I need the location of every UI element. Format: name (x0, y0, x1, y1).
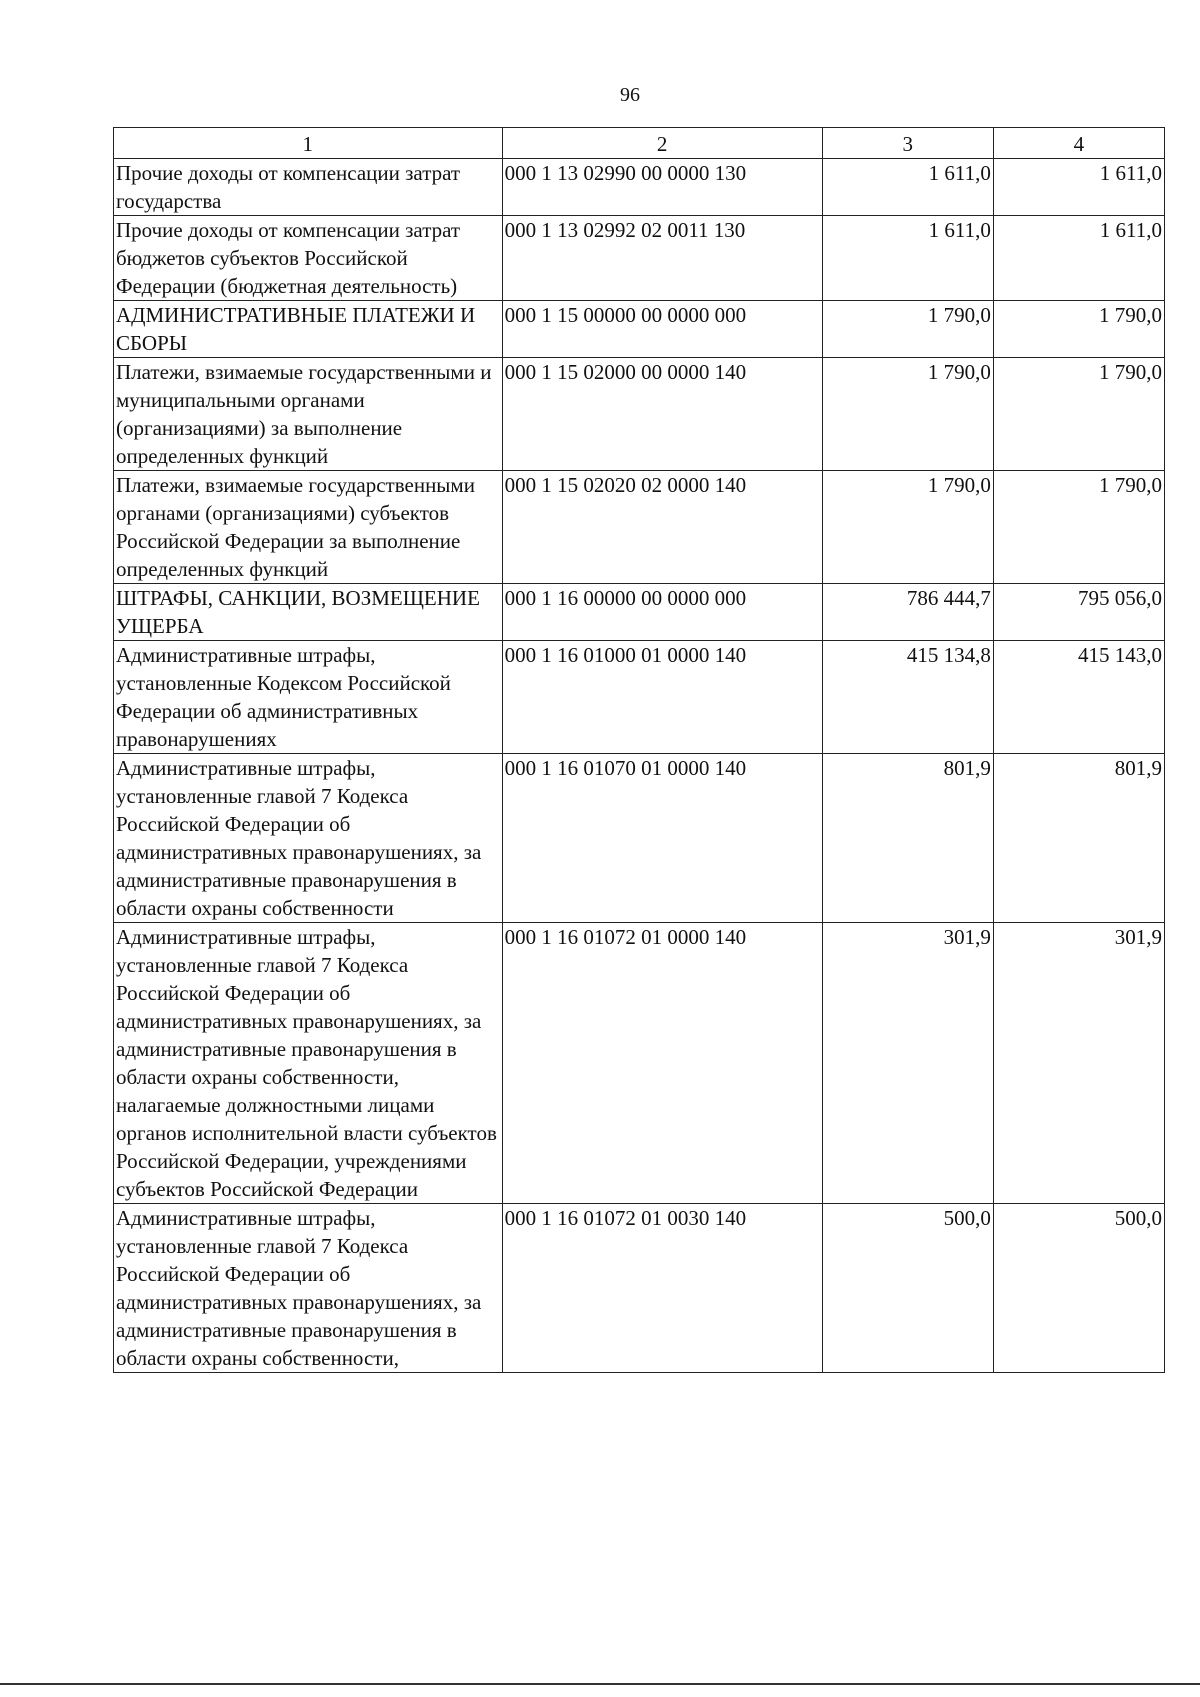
row-value-4: 415 143,0 (993, 641, 1164, 754)
row-value-3: 301,9 (822, 923, 993, 1204)
row-name: Административные штрафы, установленные Кодексом Российской Федерации об административных правонарушениях (114, 641, 503, 754)
row-value-4: 301,9 (993, 923, 1164, 1204)
row-code: 000 1 16 01072 01 0000 140 (502, 923, 822, 1204)
row-value-3: 801,9 (822, 754, 993, 923)
row-code: 000 1 16 01072 01 0030 140 (502, 1204, 822, 1373)
table-header-row (114, 128, 1165, 159)
column-header-2: 2 (502, 128, 822, 159)
row-value-4: 1 611,0 (993, 159, 1164, 216)
row-code: 000 1 16 00000 00 0000 000 (502, 584, 822, 641)
table-row (114, 641, 1165, 754)
row-value-3: 1 790,0 (822, 301, 993, 358)
row-value-4: 801,9 (993, 754, 1164, 923)
row-name: Прочие доходы от компенсации затрат государства (114, 159, 503, 216)
row-value-3: 1 611,0 (822, 216, 993, 301)
row-value-4: 1 790,0 (993, 358, 1164, 471)
row-value-3: 500,0 (822, 1204, 993, 1373)
row-code: 000 1 15 00000 00 0000 000 (502, 301, 822, 358)
row-value-3: 1 611,0 (822, 159, 993, 216)
row-name: Административные штрафы, установленные главой 7 Кодекса Российской Федерации об административных правонарушениях, за административные правонарушения в области охраны собственности (114, 754, 503, 923)
table-row (114, 754, 1165, 923)
row-name: Прочие доходы от компенсации затрат бюджетов субъектов Российской Федерации (бюджетная деятельность) (114, 216, 503, 301)
row-code: 000 1 13 02992 02 0011 130 (502, 216, 822, 301)
row-value-4: 1 790,0 (993, 301, 1164, 358)
column-header-1: 1 (114, 128, 503, 159)
table-row (114, 584, 1165, 641)
column-header-4: 4 (993, 128, 1164, 159)
row-code: 000 1 16 01070 01 0000 140 (502, 754, 822, 923)
row-value-3: 1 790,0 (822, 358, 993, 471)
row-value-3: 786 444,7 (822, 584, 993, 641)
row-code: 000 1 15 02000 00 0000 140 (502, 358, 822, 471)
table-row (114, 358, 1165, 471)
row-code: 000 1 16 01000 01 0000 140 (502, 641, 822, 754)
row-value-4: 500,0 (993, 1204, 1164, 1373)
table-row (114, 471, 1165, 584)
page-number: 96 (620, 84, 640, 106)
table-row (114, 301, 1165, 358)
table-row (114, 159, 1165, 216)
row-value-4: 1 790,0 (993, 471, 1164, 584)
row-name: Административные штрафы, установленные главой 7 Кодекса Российской Федерации об административных правонарушениях, за административные правонарушения в области охраны собственности, (114, 1204, 503, 1373)
table-row (114, 216, 1165, 301)
row-code: 000 1 15 02020 02 0000 140 (502, 471, 822, 584)
row-code: 000 1 13 02990 00 0000 130 (502, 159, 822, 216)
row-name: ШТРАФЫ, САНКЦИИ, ВОЗМЕЩЕНИЕ УЩЕРБА (114, 584, 503, 641)
table-row (114, 923, 1165, 1204)
row-name: Платежи, взимаемые государственными и муниципальными органами (организациями) за выполнение определенных функций (114, 358, 503, 471)
budget-table (113, 127, 1165, 1373)
column-header-3: 3 (822, 128, 993, 159)
row-name: АДМИНИСТРАТИВНЫЕ ПЛАТЕЖИ И СБОРЫ (114, 301, 503, 358)
row-value-4: 795 056,0 (993, 584, 1164, 641)
row-name: Административные штрафы, установленные главой 7 Кодекса Российской Федерации об административных правонарушениях, за административные правонарушения в области охраны собственности, налагаемые должностными лицами органов исполнительной власти субъектов Российской Федерации, учреждениями субъектов Российской Федерации (114, 923, 503, 1204)
table-row (114, 1204, 1165, 1373)
row-value-3: 415 134,8 (822, 641, 993, 754)
row-value-3: 1 790,0 (822, 471, 993, 584)
bottom-divider (0, 1683, 1200, 1685)
row-value-4: 1 611,0 (993, 216, 1164, 301)
row-name: Платежи, взимаемые государственными органами (организациями) субъектов Российской Федерации за выполнение определенных функций (114, 471, 503, 584)
